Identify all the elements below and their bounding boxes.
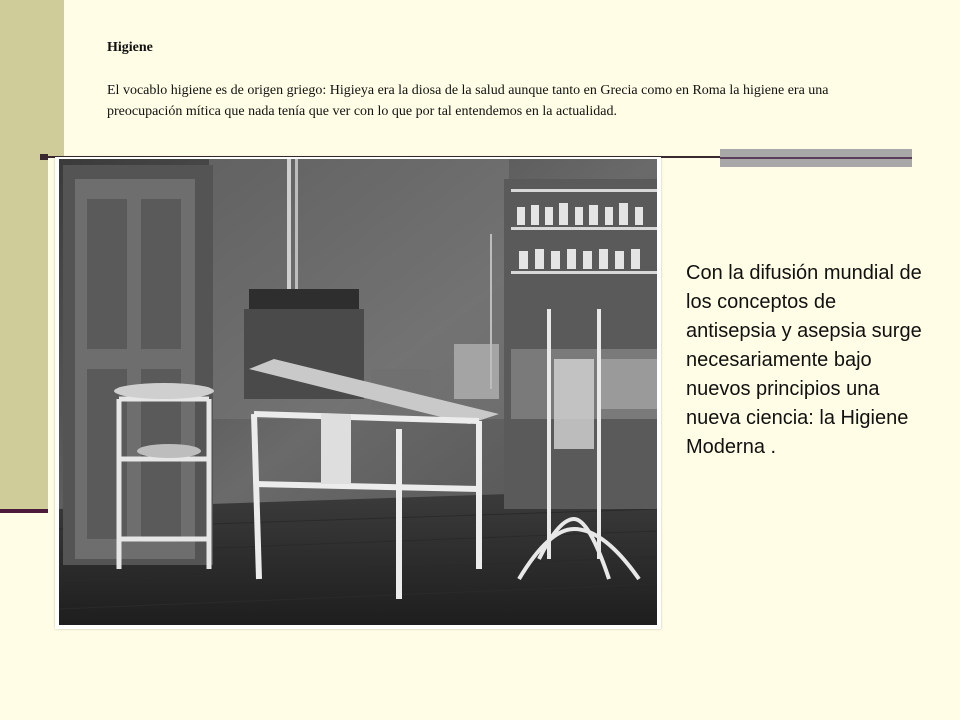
left-band-accent-rule <box>0 509 48 513</box>
side-paragraph: Con la difusión mundial de los conceptos de antisepsia y asepsia surge necesariamente bajo nuevos principios una nueva ciencia: la Higiene Moderna . <box>686 262 922 458</box>
slide-title: Higiene <box>107 40 153 55</box>
intro-paragraph: El vocablo higiene es de origen griego: Higieya era la diosa de la salud aunque tanto en Grecia como en Roma la higiene era una preocupación mítica que nada tenía que ver con lo que por tal entendemos en la actualidad. <box>107 83 829 119</box>
header-decorative-band <box>48 0 64 156</box>
historic-photo <box>55 157 661 629</box>
accent-line <box>720 157 912 159</box>
medical-room-illustration <box>59 159 657 625</box>
left-decorative-band <box>0 0 48 512</box>
